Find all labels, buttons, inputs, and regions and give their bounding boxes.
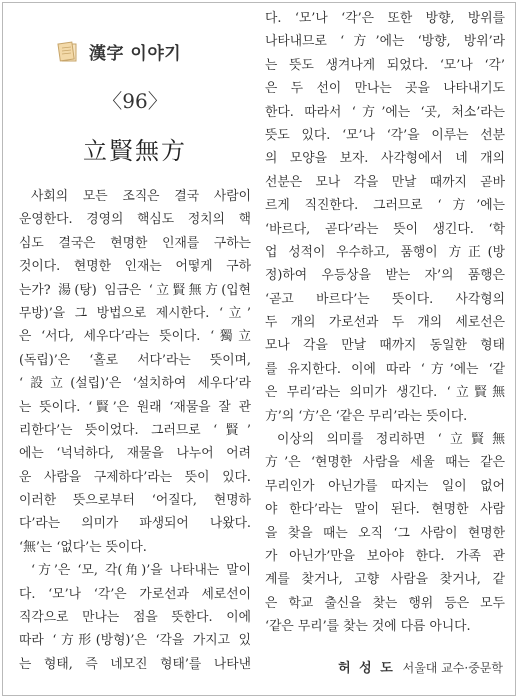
byline bbox=[338, 657, 503, 676]
text-line: 은 ‘서다, 세우다’라는 뜻이다. ‘獨立 bbox=[19, 329, 251, 345]
book-icon bbox=[55, 41, 83, 63]
left-body-text bbox=[19, 185, 251, 676]
text-line: 을 찾을 때는 오직 ‘그 사람이 현명한 bbox=[265, 525, 505, 541]
text-line: 운영한다. 경영의 핵심도 정치의 핵 bbox=[19, 212, 251, 228]
text-line: 이러한 뜻으로부터 ‘어질다, 현명하 bbox=[19, 493, 251, 509]
text-line: 가 아닌가’만을 보아야 한다. 가족 관 bbox=[265, 548, 505, 564]
text-line: 계를 찾거나, 고향 사람을 찾거나, 같 bbox=[265, 572, 505, 588]
text-line: 뜻도 있다. ‘모’나 ‘각’을 이루는 선분 bbox=[265, 127, 505, 143]
article-page bbox=[2, 2, 516, 696]
text-line: 의 모양을 보자. 사각형에서 네 개의 bbox=[265, 151, 505, 167]
text-line: ‘方’은 ‘모, 각(角)’을 나타내는 말이 bbox=[31, 563, 251, 579]
text-line: 두 개의 가로선과 두 개의 세로선은 bbox=[265, 315, 505, 331]
text-line: 정)하여 우등상을 받는 자’의 품행은 bbox=[265, 268, 505, 284]
text-line: 方’의 ‘方’은 ‘같은 무리’라는 뜻이다. bbox=[265, 408, 468, 424]
text-line: 무방)’을 그 방법으로 제시한다. ‘立’ bbox=[19, 305, 251, 321]
text-line: 은 두 선이 만나는 곳을 나타내기도 bbox=[265, 81, 505, 97]
text-line: 方’은 ‘현명한 사람을 세울 때는 같은 bbox=[265, 455, 505, 471]
text-line: 를 유지한다. 이에 따라 ‘方’에는 ‘같 bbox=[265, 361, 505, 377]
text-line: 다. ‘모’나 ‘각’은 가로선과 세로선이 bbox=[19, 586, 251, 602]
right-body-text bbox=[265, 7, 505, 639]
text-line: 것이다. 현명한 인재는 어떻게 구하 bbox=[19, 259, 251, 275]
text-line: 다’라는 의미가 파생되어 나왔다. bbox=[19, 516, 251, 532]
text-line: 따라 ‘方形(방형)’은 ‘각을 가지고 있 bbox=[19, 633, 251, 649]
text-line: (독립)’은 ‘홀로 서다’라는 뜻이며, bbox=[19, 352, 251, 368]
text-line: 은 무리’라는 의미가 생긴다. ‘立賢無 bbox=[265, 385, 505, 401]
text-line: 이상의 의미를 정리하면 ‘立賢無 bbox=[277, 432, 505, 448]
text-line: 는 뜻이다. ‘賢’은 원래 ‘재물을 잘 관 bbox=[19, 399, 251, 415]
text-line: 르게 직진한다. 그러므로 ‘方’에는 bbox=[265, 198, 505, 214]
text-line: 나타내므로 ‘方’에는 ‘방향, 방위’라 bbox=[265, 34, 505, 50]
text-line: 야 한다’라는 말이 된다. 현명한 사람 bbox=[265, 502, 505, 518]
text-line: 모나 각을 만날 때까지 동일한 형태 bbox=[265, 338, 505, 354]
text-line: 에는 ‘넉넉하다, 재물을 나누어 어려 bbox=[19, 446, 251, 462]
author-affiliation: 서울대 교수·중문학 bbox=[402, 661, 503, 675]
text-line: 는 형태, 즉 네모진 형태’를 나타낸 bbox=[19, 656, 251, 672]
text-line: 다. ‘모’나 ‘각’은 또한 방향, 방위를 bbox=[265, 11, 505, 26]
text-line: 는 뜻도 생겨나게 되었다. ‘모’나 ‘각’ bbox=[265, 57, 505, 73]
text-line: 업 성적이 우수하고, 품행이 方正(방 bbox=[265, 244, 505, 260]
text-line: 는가? 湯(탕) 임금은 ‘立賢無方(입현 bbox=[19, 282, 251, 298]
issue-number: 〈96〉 bbox=[102, 89, 168, 113]
text-line: ‘設立(설립)’은 ‘설치하여 세우다’라 bbox=[19, 376, 251, 392]
article-title: 立賢無方 bbox=[83, 137, 187, 165]
text-line: 심도 결국은 현명한 인재를 구하는 bbox=[19, 235, 251, 251]
text-line: 리한다’는 뜻이었다. 그러므로 ‘賢’ bbox=[19, 422, 251, 438]
text-line: 은 학교 출신을 찾는 행위 등은 모두 bbox=[265, 595, 505, 611]
text-line: 사회의 모든 조직은 결국 사람이 bbox=[31, 189, 251, 204]
text-line: ‘無’는 ‘없다’는 뜻이다. bbox=[19, 539, 147, 555]
author-name: 허 성 도 bbox=[338, 661, 395, 676]
text-line: ‘같은 무리’를 찾는 것에 다름 아니다. bbox=[265, 619, 471, 635]
text-line: ‘바르다, 곧다’라는 뜻이 생긴다. ‘학 bbox=[265, 221, 505, 237]
column-header bbox=[55, 39, 181, 64]
text-line: ‘곧고 바르다’는 뜻이다. 사각형의 bbox=[265, 291, 505, 307]
text-line: 직각으로 만나는 점을 뜻한다. 이에 bbox=[19, 610, 251, 626]
text-line: 선분은 모나 각을 만날 때까지 곧바 bbox=[265, 174, 505, 190]
column-title: 漢字 이야기 bbox=[89, 44, 182, 64]
text-line: 한다. 따라서 ‘方’에는 ‘곳, 처소’라는 bbox=[265, 104, 505, 120]
text-line: 무리인가 아닌가를 따지는 일이 없어 bbox=[265, 478, 505, 494]
text-line: 운 사람을 구제하다’라는 뜻이 있다. bbox=[19, 469, 251, 485]
